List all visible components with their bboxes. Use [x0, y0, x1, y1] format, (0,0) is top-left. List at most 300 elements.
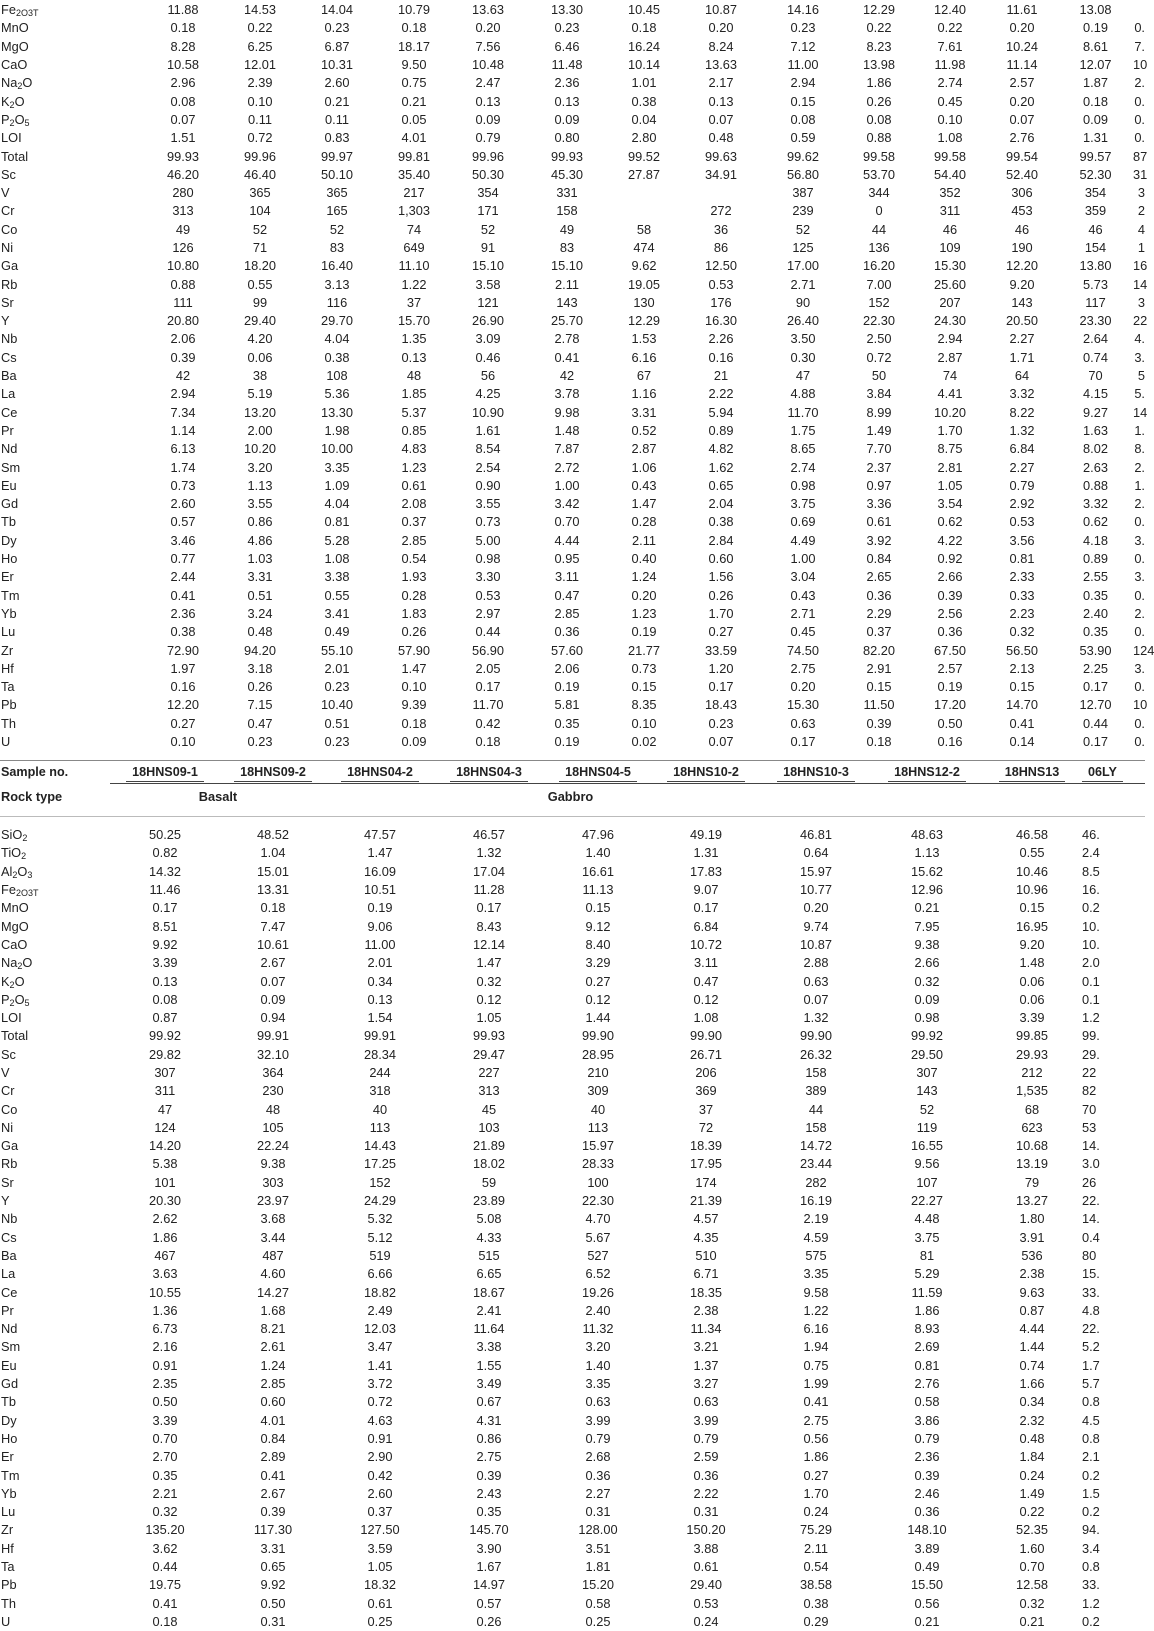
element-label: $Na_2O$ — [1, 75, 33, 92]
element-row — [0, 1466, 1145, 1484]
element-row — [0, 1119, 1145, 1137]
value-cell: 11.70 — [472, 697, 504, 713]
element-row — [0, 1192, 1145, 1210]
value-cell: 71 — [252, 240, 268, 255]
value-cell: 0.98 — [914, 1010, 940, 1026]
value-cell: 0. — [1134, 111, 1145, 127]
value-cell: 1.06 — [631, 459, 657, 475]
value-cell: 0.20 — [790, 679, 816, 695]
value-cell: 4.44 — [554, 532, 580, 548]
value-cell: 46.57 — [472, 827, 506, 843]
value-cell: 212 — [1021, 1065, 1043, 1080]
value-cell: 1.23 — [401, 459, 427, 475]
value-cell: 44 — [871, 221, 887, 237]
value-cell: 0.1 — [1082, 973, 1100, 989]
value-cell: 10.31 — [320, 57, 354, 73]
value-cell: 57.90 — [397, 642, 431, 658]
value-cell: 3.31 — [247, 569, 273, 585]
value-cell: 20.30 — [148, 1193, 182, 1209]
value-cell: 0.21 — [914, 1613, 940, 1629]
value-cell: 0.81 — [324, 514, 350, 530]
value-cell: 56.50 — [1005, 642, 1039, 658]
value-cell: 0.79 — [475, 130, 501, 146]
value-cell: 12.20 — [1005, 258, 1039, 274]
value-cell: 307 — [916, 1065, 938, 1080]
value-cell: 0. — [1134, 715, 1145, 731]
value-cell: 5.08 — [476, 1211, 502, 1227]
value-cell: 12.29 — [627, 313, 661, 329]
value-cell: 0.38 — [708, 514, 734, 530]
value-cell: 99.92 — [148, 1028, 182, 1044]
value-cell: 15.10 — [550, 258, 584, 274]
value-cell: 3.24 — [247, 605, 273, 621]
value-cell: 29.82 — [148, 1046, 182, 1062]
value-cell: 2.21 — [152, 1485, 178, 1501]
value-cell: 0.88 — [866, 130, 892, 146]
value-cell: 1.93 — [401, 569, 427, 585]
element-row — [0, 1027, 1145, 1045]
value-cell: 113 — [369, 1119, 391, 1135]
element-row — [0, 991, 1145, 1009]
element-row — [0, 972, 1145, 990]
value-cell: 3.30 — [475, 569, 501, 585]
value-cell: 8.02 — [1083, 441, 1108, 457]
value-cell: 3.78 — [554, 386, 580, 402]
element-label: Nd — [1, 441, 18, 457]
value-cell: 0.18 — [170, 20, 196, 36]
value-cell: 272 — [710, 203, 732, 219]
value-cell: 3. — [1134, 349, 1145, 365]
value-cell: 17.83 — [689, 863, 723, 879]
element-row — [0, 74, 1145, 92]
value-cell: 4.57 — [693, 1211, 719, 1227]
value-cell: 18.17 — [397, 38, 431, 54]
element-row — [0, 1412, 1145, 1430]
sample-header: 18HNS13 — [982, 761, 1082, 784]
value-cell: 40 — [590, 1101, 606, 1117]
value-cell: 1.94 — [803, 1339, 829, 1355]
value-cell: 1.74 — [170, 459, 196, 475]
value-cell: 0.23 — [324, 20, 350, 36]
element-label: Sr — [1, 294, 14, 310]
value-cell: 3.32 — [1009, 386, 1035, 402]
element-label: Y — [1, 313, 10, 329]
value-cell: 7.70 — [866, 441, 892, 457]
value-cell: 1.86 — [914, 1302, 940, 1318]
value-cell: 22 — [1133, 313, 1148, 329]
value-cell: 52 — [329, 221, 345, 237]
value-cell: 0.12 — [476, 991, 502, 1007]
value-cell: 4.22 — [937, 532, 963, 548]
value-cell: 11.70 — [787, 404, 819, 420]
value-cell: 2.94 — [790, 75, 816, 91]
value-cell: 3.50 — [790, 331, 816, 347]
value-cell: 1.44 — [1019, 1339, 1045, 1355]
element-label: SiO$_2$ — [1, 827, 28, 844]
value-cell: 99.96 — [471, 148, 505, 164]
value-cell: 2.22 — [693, 1485, 719, 1501]
value-cell: 6.87 — [324, 38, 350, 54]
element-label: $Al_2O_3$ — [1, 863, 33, 880]
value-cell: 9.12 — [585, 918, 611, 934]
element-row — [0, 678, 1145, 696]
element-row — [0, 623, 1145, 641]
value-cell: 53 — [1082, 1119, 1097, 1135]
value-cell: 2.60 — [170, 496, 196, 512]
value-cell: 2. — [1134, 496, 1145, 512]
value-cell: 0.74 — [1019, 1357, 1045, 1373]
element-label: Ba — [1, 368, 17, 384]
value-cell: 0.72 — [367, 1394, 393, 1410]
value-cell: 124 — [154, 1119, 176, 1135]
value-cell: 0.32 — [914, 973, 940, 989]
value-cell: 1.48 — [554, 422, 580, 438]
element-row — [0, 1210, 1145, 1228]
element-label: Ce — [1, 404, 18, 420]
value-cell: 306 — [1011, 185, 1033, 201]
value-cell: 0.22 — [937, 20, 963, 36]
value-cell: 0.27 — [803, 1467, 829, 1483]
value-cell: 519 — [369, 1247, 391, 1263]
element-label: Cs — [1, 349, 17, 365]
value-cell: 101 — [154, 1174, 176, 1190]
value-cell: 2.4 — [1082, 845, 1100, 861]
value-cell: 3.35 — [585, 1376, 611, 1392]
value-cell: 7.12 — [790, 38, 816, 54]
value-cell: 3.39 — [152, 1412, 178, 1428]
value-cell: 11.50 — [863, 697, 895, 713]
value-cell: 13.20 — [243, 404, 277, 420]
element-row — [0, 954, 1145, 972]
value-cell: 0.33 — [1009, 587, 1035, 603]
value-cell: 0.35 — [152, 1467, 178, 1483]
value-cell: 99.63 — [704, 148, 738, 164]
element-row — [0, 56, 1145, 74]
element-label: $P_2O_5$ — [1, 111, 30, 128]
value-cell: 99.62 — [786, 148, 820, 164]
value-cell: 0.91 — [367, 1430, 393, 1446]
element-row — [0, 660, 1145, 678]
element-row — [0, 936, 1145, 954]
value-cell: 0.44 — [152, 1559, 178, 1575]
value-cell: 23.89 — [472, 1193, 506, 1209]
value-cell: 352 — [939, 185, 961, 201]
element-label: Tm — [1, 587, 20, 603]
value-cell: 10.80 — [166, 258, 200, 274]
value-cell: 10.45 — [627, 2, 661, 18]
value-cell: 0.17 — [790, 734, 816, 750]
element-row — [0, 440, 1145, 458]
element-row — [0, 1576, 1145, 1594]
value-cell: 0.79 — [585, 1430, 611, 1446]
value-cell: 3.39 — [152, 955, 178, 971]
element-row — [0, 532, 1145, 550]
value-cell: 16.61 — [581, 863, 615, 879]
value-cell: 99.91 — [363, 1028, 397, 1044]
value-cell: 0.45 — [937, 93, 963, 109]
value-cell: 9.38 — [260, 1156, 286, 1172]
element-row — [0, 221, 1145, 239]
value-cell: 1.03 — [247, 551, 273, 567]
value-cell: 3.20 — [585, 1339, 611, 1355]
value-cell: 1.71 — [1009, 349, 1035, 365]
value-cell: 1.49 — [1019, 1485, 1045, 1501]
value-cell: 0.06 — [1019, 973, 1045, 989]
value-cell: 0.29 — [803, 1613, 829, 1629]
element-row — [0, 826, 1145, 844]
value-cell: 474 — [633, 240, 655, 255]
value-cell: 56.90 — [471, 642, 505, 658]
value-cell: 2.74 — [790, 459, 816, 475]
value-cell: 0. — [1134, 587, 1145, 603]
value-cell: 1.56 — [708, 569, 734, 585]
value-cell: 6.73 — [152, 1321, 178, 1337]
value-cell: 26 — [1082, 1174, 1097, 1190]
value-cell: 0.13 — [475, 93, 501, 109]
value-cell: 9.50 — [401, 57, 427, 73]
value-cell: 99 — [252, 294, 268, 310]
value-cell: 3.72 — [367, 1376, 393, 1392]
value-cell: 0.67 — [476, 1394, 502, 1410]
value-cell: 2.66 — [937, 569, 963, 585]
value-cell: 2.05 — [475, 660, 501, 676]
value-cell: 1.24 — [631, 569, 657, 585]
value-cell: 1.60 — [1019, 1540, 1045, 1556]
value-cell: 359 — [1084, 203, 1107, 219]
value-cell: 3.13 — [324, 276, 350, 292]
value-cell: 1.54 — [367, 1010, 393, 1026]
value-cell: 18.67 — [472, 1284, 506, 1300]
value-cell: 0.21 — [914, 900, 940, 916]
value-cell: 10.14 — [627, 57, 661, 73]
value-cell: 152 — [868, 294, 890, 310]
value-cell: 0.13 — [554, 93, 580, 109]
value-cell: 1.08 — [693, 1010, 719, 1026]
value-cell: 14.16 — [786, 2, 820, 18]
value-cell: 2.59 — [693, 1449, 719, 1465]
value-cell: 2.36 — [914, 1449, 940, 1465]
value-cell: 3.88 — [693, 1540, 719, 1556]
value-cell: 515 — [478, 1247, 500, 1263]
value-cell: 0.89 — [1083, 551, 1108, 567]
value-cell: 0.36 — [937, 624, 963, 640]
value-cell: 174 — [695, 1174, 717, 1190]
value-cell: 0.48 — [247, 624, 273, 640]
value-cell: 227 — [478, 1065, 500, 1080]
value-cell: 83 — [559, 240, 575, 255]
value-cell: 0.56 — [803, 1430, 829, 1446]
value-cell: 0.95 — [554, 551, 580, 567]
value-cell: 10.51 — [363, 882, 397, 898]
value-cell: 105 — [262, 1119, 284, 1135]
value-cell: 145.70 — [469, 1522, 509, 1538]
element-label: Sm — [1, 459, 21, 475]
value-cell: 1.51 — [170, 130, 196, 146]
value-cell: 1.53 — [631, 331, 657, 347]
element-label: Zr — [1, 1522, 14, 1538]
element-row — [0, 844, 1145, 862]
value-cell: 50.10 — [320, 166, 354, 182]
value-cell: 0.11 — [325, 111, 349, 127]
element-label: Ce — [1, 1284, 18, 1300]
value-cell: 3.38 — [476, 1339, 502, 1355]
element-label: Hf — [1, 1540, 14, 1556]
value-cell: 2.75 — [790, 660, 816, 676]
value-cell: 3 — [1137, 185, 1145, 201]
value-cell: 3.56 — [1009, 532, 1035, 548]
value-cell: 1.13 — [247, 477, 273, 493]
value-cell: 2.71 — [790, 605, 816, 621]
value-cell: 0.16 — [170, 679, 196, 695]
value-cell: 13.98 — [862, 57, 896, 73]
value-cell: 26.40 — [786, 313, 820, 329]
element-row — [0, 202, 1145, 220]
value-cell: 1.47 — [367, 845, 393, 861]
value-cell: 3.4 — [1082, 1540, 1100, 1556]
value-cell: 1.99 — [803, 1376, 829, 1392]
value-cell: 4.04 — [324, 496, 350, 512]
value-cell: 0.79 — [1009, 477, 1035, 493]
value-cell: 0.20 — [631, 587, 657, 603]
value-cell: 1.86 — [866, 75, 892, 91]
value-cell: 50 — [871, 368, 887, 384]
value-cell: 1.68 — [260, 1302, 286, 1318]
value-cell: 10 — [1133, 57, 1148, 73]
value-cell: 74.50 — [786, 642, 820, 658]
element-row — [0, 385, 1145, 403]
value-cell: 74 — [942, 368, 958, 384]
value-cell: 2.38 — [1019, 1266, 1045, 1282]
value-cell: 0.70 — [1019, 1559, 1045, 1575]
value-cell: 0.65 — [708, 477, 734, 493]
value-cell: 72.90 — [166, 642, 200, 658]
element-label: Nd — [1, 1321, 18, 1337]
value-cell: 29.40 — [689, 1577, 723, 1593]
element-label: Sc — [1, 1046, 16, 1062]
value-cell: 3.84 — [866, 386, 892, 402]
value-cell: 70 — [1088, 368, 1103, 384]
element-row — [0, 1009, 1145, 1027]
element-label: U — [1, 734, 11, 750]
value-cell: 4.49 — [790, 532, 816, 548]
value-cell: 49 — [559, 221, 575, 237]
value-cell: 1.47 — [631, 496, 657, 512]
element-label: $Na_2O$ — [1, 955, 33, 972]
element-label: Hf — [1, 660, 14, 676]
value-cell: 1.24 — [260, 1357, 286, 1373]
value-cell: 143 — [1011, 294, 1033, 310]
value-cell: 1.61 — [475, 422, 501, 438]
value-cell: 3.49 — [476, 1376, 502, 1392]
value-cell: 318 — [369, 1083, 391, 1099]
value-cell: 0.92 — [937, 551, 963, 567]
value-cell: 282 — [805, 1174, 827, 1190]
value-cell: 0.50 — [260, 1595, 286, 1611]
value-cell: 4.8 — [1082, 1302, 1100, 1318]
element-row — [0, 367, 1145, 385]
value-cell: 0.31 — [585, 1504, 611, 1520]
value-cell: 2.76 — [914, 1376, 940, 1392]
value-cell: 3.38 — [324, 569, 350, 585]
value-cell: 1.40 — [585, 1357, 611, 1373]
value-cell: 2.85 — [554, 605, 580, 621]
value-cell: 0.43 — [631, 477, 657, 493]
value-cell: 24.30 — [933, 313, 967, 329]
element-label: Ho — [1, 551, 18, 567]
value-cell: 0.23 — [247, 734, 273, 750]
value-cell: 6.65 — [476, 1266, 502, 1282]
value-cell: 99.93 — [550, 148, 584, 164]
value-cell: 1.80 — [1019, 1211, 1045, 1227]
value-cell: 4.20 — [247, 331, 273, 347]
value-cell: 99.90 — [581, 1028, 615, 1044]
value-cell: 99.92 — [910, 1028, 944, 1044]
value-cell: 2.55 — [1083, 569, 1108, 585]
basalt-group: Basalt — [110, 784, 326, 811]
value-cell: 64 — [1014, 368, 1030, 384]
value-cell: 8.21 — [260, 1321, 286, 1337]
value-cell: 2.67 — [260, 955, 286, 971]
element-label: Rb — [1, 1156, 18, 1172]
value-cell: 15. — [1082, 1266, 1100, 1282]
value-cell: 22. — [1082, 1193, 1100, 1209]
value-cell: 0 — [875, 203, 883, 219]
sample-header: 18HNS09-2 — [220, 761, 326, 784]
element-row — [0, 1540, 1145, 1558]
value-cell: 11.00 — [364, 936, 396, 952]
element-row — [0, 1082, 1145, 1100]
value-cell: 0.18 — [631, 20, 657, 36]
value-cell: 14.04 — [320, 2, 354, 18]
element-row — [0, 1558, 1145, 1576]
element-label: Tb — [1, 514, 16, 530]
value-cell: 100 — [587, 1174, 609, 1190]
element-row — [0, 349, 1145, 367]
value-cell: 10 — [1133, 697, 1148, 713]
sample-header: 18HNS04-5 — [544, 761, 652, 784]
value-cell: 313 — [478, 1083, 500, 1099]
value-cell: 0.31 — [260, 1613, 286, 1629]
element-row — [0, 917, 1145, 935]
value-cell: 2.54 — [475, 459, 501, 475]
value-cell: 2.11 — [555, 276, 579, 292]
element-label: $Fe_{2O3T}$ — [1, 882, 39, 899]
element-row — [0, 330, 1145, 348]
value-cell: 1.70 — [937, 422, 963, 438]
value-cell: 2.0 — [1082, 955, 1100, 971]
value-cell: 3.51 — [585, 1540, 611, 1556]
value-cell: 10. — [1082, 918, 1100, 934]
value-cell: 158 — [805, 1065, 827, 1080]
value-cell: 42 — [175, 368, 191, 384]
value-cell: 23.30 — [1079, 313, 1112, 329]
sample-header: 18HNS04-2 — [326, 761, 434, 784]
value-cell: 0.97 — [866, 477, 892, 493]
value-cell: 0.20 — [803, 900, 829, 916]
element-row — [0, 92, 1145, 110]
value-cell: 2.71 — [790, 276, 816, 292]
value-cell: 1.00 — [554, 477, 580, 493]
value-cell: 2.80 — [631, 130, 657, 146]
value-cell: 2.50 — [866, 331, 892, 347]
value-cell: 2.40 — [1083, 605, 1108, 621]
value-cell: 50.25 — [148, 827, 182, 843]
element-label: Pr — [1, 1302, 14, 1318]
value-cell: 40 — [372, 1101, 388, 1117]
value-cell: 0.10 — [247, 93, 273, 109]
value-cell: 0.53 — [475, 587, 501, 603]
value-cell: 0.4 — [1082, 1229, 1100, 1245]
